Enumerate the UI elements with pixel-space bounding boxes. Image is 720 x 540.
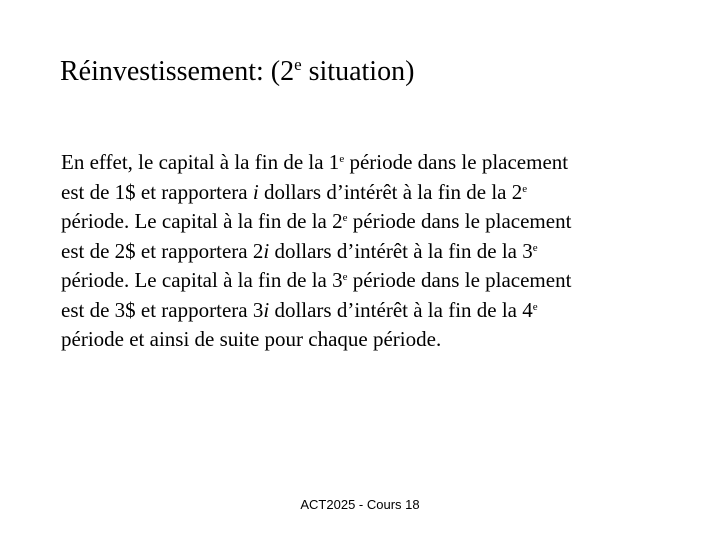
title-text-before: Réinvestissement: (2 bbox=[60, 56, 295, 87]
title-superscript: e bbox=[294, 55, 302, 74]
body-line-superscript: e bbox=[339, 153, 345, 165]
body-line-italic: i bbox=[263, 238, 270, 263]
body-line-text: période dans le placement bbox=[347, 209, 572, 233]
body-line-text: est de 3$ et rapportera 3 bbox=[61, 297, 264, 322]
body-line bbox=[61, 237, 671, 267]
body-line-text: période. Le capital à la fin de la 3 bbox=[61, 268, 343, 292]
body-line-superscript: e bbox=[532, 300, 538, 313]
body-line-text: période et ainsi de suite pour chaque période. bbox=[61, 327, 442, 351]
body-line-text: dollars d’intérêt à la fin de la 3 bbox=[269, 238, 533, 263]
body-line-superscript: e bbox=[522, 182, 528, 195]
body-line-superscript: e bbox=[532, 241, 538, 254]
body-line bbox=[61, 148, 671, 178]
body-line bbox=[61, 178, 671, 208]
body-line-text: dollars d’intérêt à la fin de la 4 bbox=[269, 297, 533, 322]
body-line-italic: i bbox=[252, 179, 259, 204]
body-line-text: est de 2$ et rapportera 2 bbox=[61, 238, 264, 263]
slide-body bbox=[61, 148, 671, 355]
body-line-text: période. Le capital à la fin de la 2 bbox=[61, 209, 343, 233]
slide-title bbox=[60, 52, 414, 92]
body-line-text: En effet, le capital à la fin de la 1 bbox=[61, 150, 340, 174]
body-line-text: dollars d’intérêt à la fin de la 2 bbox=[258, 179, 523, 204]
slide-footer: ACT2025 - Cours 18 bbox=[300, 497, 420, 512]
body-line bbox=[61, 296, 671, 326]
body-line bbox=[61, 266, 671, 296]
body-line-text: période dans le placement bbox=[347, 268, 572, 292]
body-line-italic: i bbox=[263, 297, 270, 322]
title-text-after: situation) bbox=[301, 56, 415, 87]
body-line bbox=[61, 207, 671, 237]
body-line-superscript: e bbox=[342, 271, 348, 283]
body-line-text: est de 1$ et rapportera bbox=[61, 179, 253, 204]
body-line-superscript: e bbox=[342, 212, 348, 224]
body-line-text: période dans le placement bbox=[344, 150, 569, 174]
body-line bbox=[61, 325, 671, 355]
